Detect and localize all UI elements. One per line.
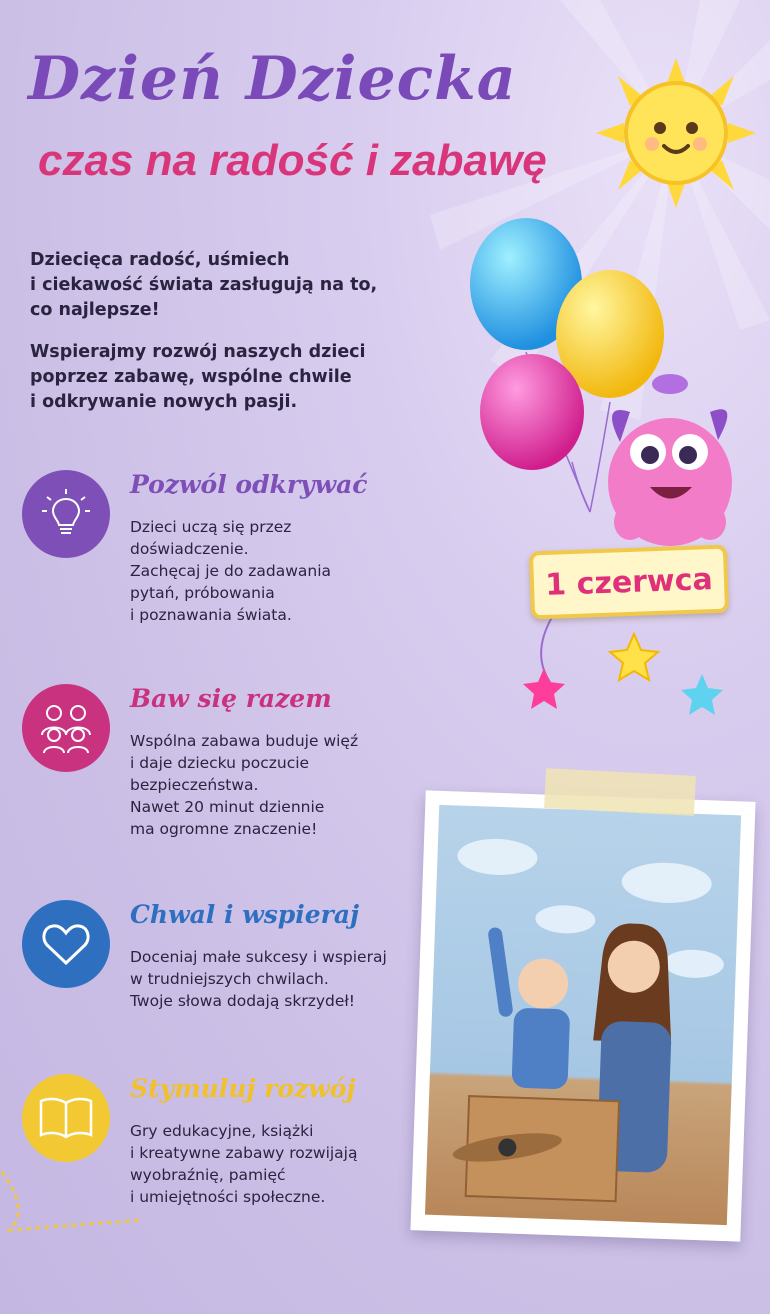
lightbulb-icon	[22, 470, 110, 558]
feature-title-stimulate: Stymuluj rozwój	[130, 1074, 356, 1103]
page-subtitle: czas na radość i zabawę	[38, 136, 547, 185]
feature-play-together	[22, 684, 442, 854]
intro-paragraph-1: Dziecięca radość, uśmiech i ciekawość świata zasługują na to, co najlepsze!	[30, 250, 378, 320]
book-icon	[22, 1074, 110, 1162]
sun-icon	[596, 58, 756, 208]
intro-paragraph-2: Wspierajmy rozwój naszych dzieci poprzez zabawę, wspólne chwile i odkrywanie nowych pasji.	[30, 342, 366, 412]
date-badge-label: 1 czerwca	[544, 561, 714, 603]
decorative-swirl	[0, 1170, 150, 1250]
family-icon	[22, 684, 110, 772]
page-title: Dzień Dziecka	[28, 44, 517, 114]
feature-praise	[22, 900, 442, 1030]
photo-frame	[410, 790, 755, 1241]
feature-text-discover: Dzieci uczą się przez doświadczenie. Zachęcaj je do zadawania pytań, próbowania i poznawania świata.	[130, 518, 332, 624]
feature-discover	[22, 470, 442, 630]
feature-text-praise: Doceniaj małe sukcesy i wspieraj w trudniejszych chwilach. Twoje słowa dodają skrzydeł!	[130, 948, 387, 1010]
feature-title-play: Baw się razem	[130, 684, 332, 713]
feature-title-discover: Pozwól odkrywać	[130, 470, 368, 499]
heart-icon	[22, 900, 110, 988]
feature-text-play: Wspólna zabawa buduje więź i daje dziecku poczucie bezpieczeństwa. Nawet 20 minut dziennie ma ogromne znaczenie!	[130, 732, 359, 838]
photo-tape	[544, 768, 696, 816]
feature-text-stimulate: Gry edukacyjne, książki i kreatywne zabawy rozwijają wyobraźnię, pamięć i umiejętności społeczne.	[130, 1122, 358, 1206]
date-badge	[529, 545, 729, 620]
balloons-illustration	[460, 212, 760, 722]
feature-title-praise: Chwal i wspieraj	[130, 900, 360, 929]
children-photo	[425, 805, 741, 1225]
